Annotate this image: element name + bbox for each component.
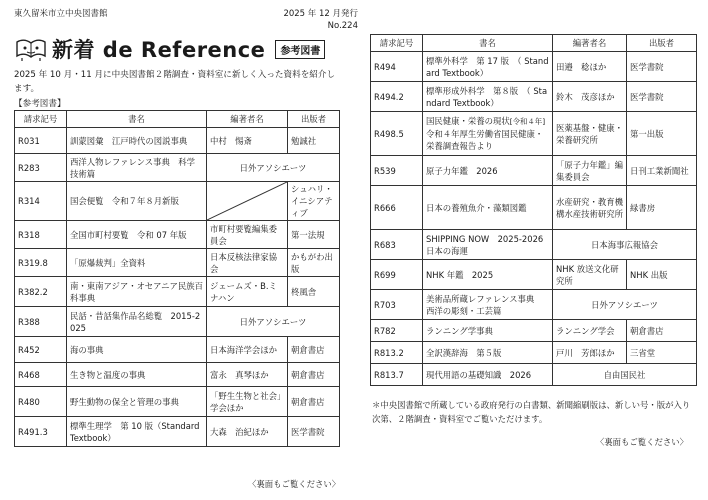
table-row [371,320,697,342]
call-number: R480 [15,387,67,417]
call-number: R319.8 [15,249,67,277]
book-author: 「原子力年鑑」編集委員会 [553,156,627,186]
book-publisher: 第一法規 [288,221,340,249]
book-author: 中村 惕斎 [207,128,288,154]
table-row [15,249,340,277]
holdings-note: ＊中央図書館で所蔵している政府発行の白書類、新聞縮刷版は、新しい号・版が入り次第、２階調査・資料室でご覧いただけます。 [372,400,691,424]
call-number: R388 [15,307,67,337]
book-author: 大森 治紀ほか [207,417,288,447]
book-publisher: 朝倉書店 [288,337,340,363]
book-publisher: 医学書院 [288,417,340,447]
table-row [371,342,697,364]
book-author: 水産研究・教育機構水産技術研究所 [553,186,627,230]
issue-number: No.224 [327,21,358,31]
newsletter-title: 新着 de Reference [52,38,266,62]
book-author: 鈴木 茂彦ほか [553,82,627,112]
col-header-author: 編著者名 [553,35,627,52]
table-row [371,364,697,386]
table-header-row [15,111,340,128]
table-row [15,221,340,249]
book-title: 訓蒙図彙 江戸時代の図説事典 [67,128,207,154]
table-row [371,156,697,186]
intro-text: 2025 年 10 月・11 月に中央図書館２階調査・資料室に新しく入った資料を紹介します。 [14,70,336,94]
book-publisher: 朝倉書店 [288,363,340,387]
col-header-code: 請求記号 [371,35,423,52]
table-header-row [371,35,697,52]
book-title [423,112,553,156]
call-number: R813.7 [371,364,423,386]
diagonal-slash [207,182,287,220]
book-title: 全国市町村要覧 令和 07 年版 [67,221,207,249]
reference-badge: 参考図書 [275,40,325,59]
header-top [14,8,358,32]
table-row [371,112,697,156]
book-mascot-icon [14,36,48,62]
call-number: R031 [15,128,67,154]
table-row [15,337,340,363]
table-row [15,154,340,182]
book-author: NHK 放送文化研究所 [553,260,627,290]
library-name: 東久留米市立中央図書館 [14,9,108,19]
book-title: 南・東南アジア・オセアニア民族百科事典 [67,277,207,307]
book-title: 原子力年鑑 2026 [423,156,553,186]
call-number: R813.2 [371,342,423,364]
author-publisher-merged: 日外アソシエーツ [553,290,697,320]
call-number: R703 [371,290,423,320]
table-row [15,182,340,221]
table-row [371,82,697,112]
book-author: 医薬基盤・健康・栄養研究所 [553,112,627,156]
book-title: 「原爆裁判」全資料 [67,249,207,277]
book-publisher: 緑書房 [627,186,697,230]
call-number: R494.2 [371,82,423,112]
right-column [370,34,696,448]
table-row [371,260,697,290]
call-number: R382.2 [15,277,67,307]
left-column [14,8,358,447]
title-row [14,34,358,64]
book-author: ジェームズ・B.ミナハン [207,277,288,307]
table-row [15,417,340,447]
call-number: R452 [15,337,67,363]
book-author: 市町村要覧編集委員会 [207,221,288,249]
book-title: 国会便覧 令和７年８月新版 [67,182,207,221]
book-publisher: 勉誠社 [288,128,340,154]
book-title: 現代用語の基礎知識 2026 [423,364,553,386]
book-author: 田邉 稔ほか [553,52,627,82]
issue-info [283,8,358,32]
col-header-title: 書名 [67,111,207,128]
back-page-note-left: 〈裏面もご覧ください〉 [248,479,341,489]
author-publisher-merged: 日外アソシエーツ [207,307,340,337]
book-title: 海の事典 [67,337,207,363]
call-number: R468 [15,363,67,387]
reference-table-left [14,110,340,447]
book-publisher: 医学書院 [627,52,697,82]
call-number: R498.5 [371,112,423,156]
book-publisher: 朝倉書店 [627,320,697,342]
book-publisher: 三省堂 [627,342,697,364]
book-publisher: 第一出版 [627,112,697,156]
book-author-empty [207,182,288,221]
table-row [15,128,340,154]
book-publisher: 柊風舎 [288,277,340,307]
book-title: 標準生理学 第 10 版（Standard Textbook） [67,417,207,447]
col-header-code: 請求記号 [15,111,67,128]
book-author: 日本海洋学会ほか [207,337,288,363]
book-author: 富永 真琴ほか [207,363,288,387]
author-publisher-merged: 日本海事広報協会 [553,230,697,260]
col-header-publisher: 出版者 [288,111,340,128]
col-header-publisher: 出版者 [627,35,697,52]
table-row [371,290,697,320]
call-number: R539 [371,156,423,186]
book-author: ランニング学会 [553,320,627,342]
book-publisher: 朝倉書店 [288,387,340,417]
table-row [371,52,697,82]
book-title: 日本の養殖魚介・藻類図鑑 [423,186,553,230]
col-header-title: 書名 [423,35,553,52]
book-publisher: シュハリ・イニシアティブ [288,182,340,221]
table-row [15,363,340,387]
reference-table-right [370,34,697,386]
call-number: R314 [15,182,67,221]
book-title: 民話・昔話集作品名総覧 2015-2025 [67,307,207,337]
author-publisher-merged: 日外アソシエーツ [207,154,340,182]
call-number: R494 [371,52,423,82]
table-row [15,387,340,417]
call-number: R283 [15,154,67,182]
col-header-author: 編著者名 [207,111,288,128]
table-row [15,307,340,337]
book-title: ランニング学事典 [423,320,553,342]
book-title: 標準形成外科学 第８版 （ Standard Textbook） [423,82,553,112]
book-title-year: [令和４年] [509,117,546,126]
book-author: 日本反核法律家協会 [207,249,288,277]
issue-date: 2025 年 12 月発行 [283,9,358,19]
book-title: 美術品所蔵レファレンス事典 西洋の彫刻・工芸篇 [423,290,553,320]
book-author: 「野生生物と社会」学会ほか [207,387,288,417]
book-publisher: 日刊工業新聞社 [627,156,697,186]
table-row [15,277,340,307]
book-author: 戸川 芳郎ほか [553,342,627,364]
call-number: R782 [371,320,423,342]
book-title: 生き物と温度の事典 [67,363,207,387]
book-publisher: かもがわ出版 [288,249,340,277]
book-title: 西洋人物レファレンス事典 科学技術篇 [67,154,207,182]
call-number: R491.3 [15,417,67,447]
table-row [371,186,697,230]
book-title: NHK 年鑑 2025 [423,260,553,290]
call-number: R683 [371,230,423,260]
call-number: R318 [15,221,67,249]
book-title-main: 国民健康・栄養の現状 [426,116,510,126]
section-label: 【参考図書】 [14,99,66,109]
call-number: R666 [371,186,423,230]
book-publisher: NHK 出版 [627,260,697,290]
table-row [371,230,697,260]
call-number: R699 [371,260,423,290]
book-title: SHIPPING NOW 2025-2026 日本の海運 [423,230,553,260]
back-page-note-right: 〈裏面もご覧ください〉 [595,437,688,447]
author-publisher-merged: 自由国民社 [553,364,697,386]
book-title: 標準外科学 第 17 版 （ Standard Textbook） [423,52,553,82]
book-publisher: 医学書院 [627,82,697,112]
book-title: 野生動物の保全と管理の事典 [67,387,207,417]
book-title-sub: 令和４年厚生労働省国民健康・栄養調査報告より [426,129,544,151]
book-title: 全訳漢辞海 第５版 [423,342,553,364]
